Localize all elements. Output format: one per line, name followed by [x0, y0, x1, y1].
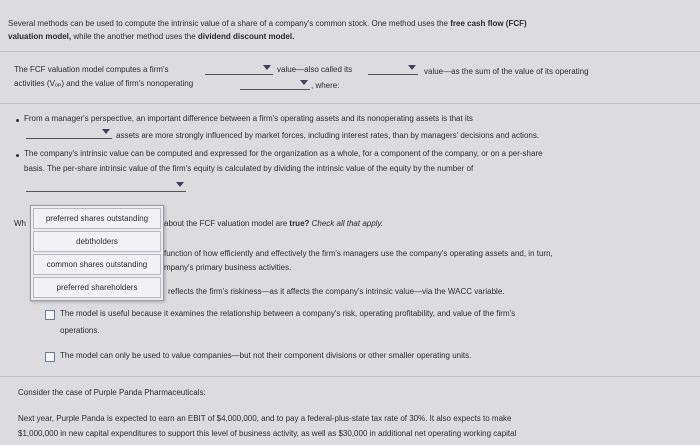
bullet-2-text: The company's intrinsic value can be computed and expressed for the organization as a whole, for a component of the company, or on a per-share: [24, 149, 543, 158]
section-divider: [0, 51, 700, 52]
section-divider: [0, 376, 700, 377]
question-text-a: about the FCF valuation model are: [164, 219, 290, 228]
choice-3-cont: operations.: [60, 326, 100, 335]
choice-4-checkbox[interactable]: [45, 352, 55, 362]
bullet-icon: [16, 154, 19, 157]
intro-valuation-term: valuation model,: [8, 32, 72, 41]
chevron-down-icon: [300, 80, 308, 85]
choice-3-checkbox[interactable]: [45, 310, 55, 320]
intro-text-2: while the another method uses the: [71, 32, 198, 41]
chevron-down-icon: [102, 129, 110, 134]
intro-ddm-term: dividend discount model.: [197, 32, 295, 41]
case-title: Consider the case of Purple Panda Pharmaceuticals:: [18, 388, 206, 397]
nonoperating-dropdown[interactable]: [240, 79, 310, 90]
case-paragraph-1: Next year, Purple Panda is expected to earn an EBIT of $4,000,000, and to pay a federal-plus-state tax rate of 30%. It also expects to make: [18, 414, 512, 423]
option-debtholders[interactable]: debtholders: [33, 231, 161, 252]
intro-fcf-term: free cash flow (FCF): [450, 19, 527, 28]
choice-2-text: reflects the firm's riskiness—as it affects the company's intrinsic value—via the WACC variable.: [168, 287, 505, 296]
bullet-1-cont: assets are more strongly influenced by market forces, including interest rates, than by managers' decisions and actions.: [116, 131, 540, 140]
chevron-down-icon: [176, 182, 184, 187]
choice-1-text: function of how efficiently and effectively the firm's managers use the company's operating assets and, in turn,: [164, 249, 553, 258]
fcf-text-1: The FCF valuation model computes a firm's: [14, 65, 169, 74]
bullet-2-cont: basis. The per-share intrinsic value of the firm's equity is calculated by dividing the intrinsic value of the equity by the number of: [24, 164, 474, 173]
question-true: true?: [289, 219, 310, 228]
question-prefix: Wh: [14, 219, 26, 228]
choice-1-cont: mpany's primary business activities.: [164, 263, 292, 272]
choice-4-text: The model can only be used to value companies—but not their component divisions or other smaller operating units.: [60, 351, 472, 360]
fcf-text-4: activities (Vₒₚ) and the value of firm's nonoperating: [14, 79, 194, 88]
choice-3-text: The model is useful because it examines the relationship between a company's risk, operating profitability, and value of the firm's: [60, 309, 516, 318]
intro-line-1: [8, 18, 527, 30]
shares-dropdown-menu: [30, 205, 164, 301]
fcf-text-2: value—also called its: [277, 65, 353, 74]
intro-line-2: [8, 31, 294, 43]
section-divider: [0, 103, 700, 104]
bullet-1-text: From a manager's perspective, an important difference between a firm's operating assets and its nonoperating assets is that its: [24, 114, 473, 123]
option-preferred-shareholders[interactable]: preferred shareholders: [33, 277, 161, 298]
question-hint: Check all that apply.: [309, 219, 384, 228]
firm-value-dropdown[interactable]: [205, 64, 273, 75]
shares-dropdown[interactable]: [26, 181, 186, 192]
fcf-text-3: value—as the sum of the value of its operating: [424, 67, 589, 76]
intro-text: Several methods can be used to compute the intrinsic value of a share of a company's common stock. One method uses the: [8, 19, 451, 28]
option-common-shares-outstanding[interactable]: common shares outstanding: [33, 254, 161, 275]
case-paragraph-2: $1,000,000 in new capital expenditures to support this level of business activity, as well as $30,000 in additional net operating working capital: [18, 429, 517, 438]
option-preferred-shares-outstanding[interactable]: preferred shares outstanding: [33, 208, 161, 229]
chevron-down-icon: [263, 65, 271, 70]
chevron-down-icon: [408, 65, 416, 70]
assets-dropdown[interactable]: [26, 128, 112, 139]
fcf-text-5: , where:: [311, 81, 340, 90]
value-type-dropdown[interactable]: [368, 64, 418, 75]
question-text: [164, 218, 383, 230]
bullet-icon: [16, 119, 19, 122]
